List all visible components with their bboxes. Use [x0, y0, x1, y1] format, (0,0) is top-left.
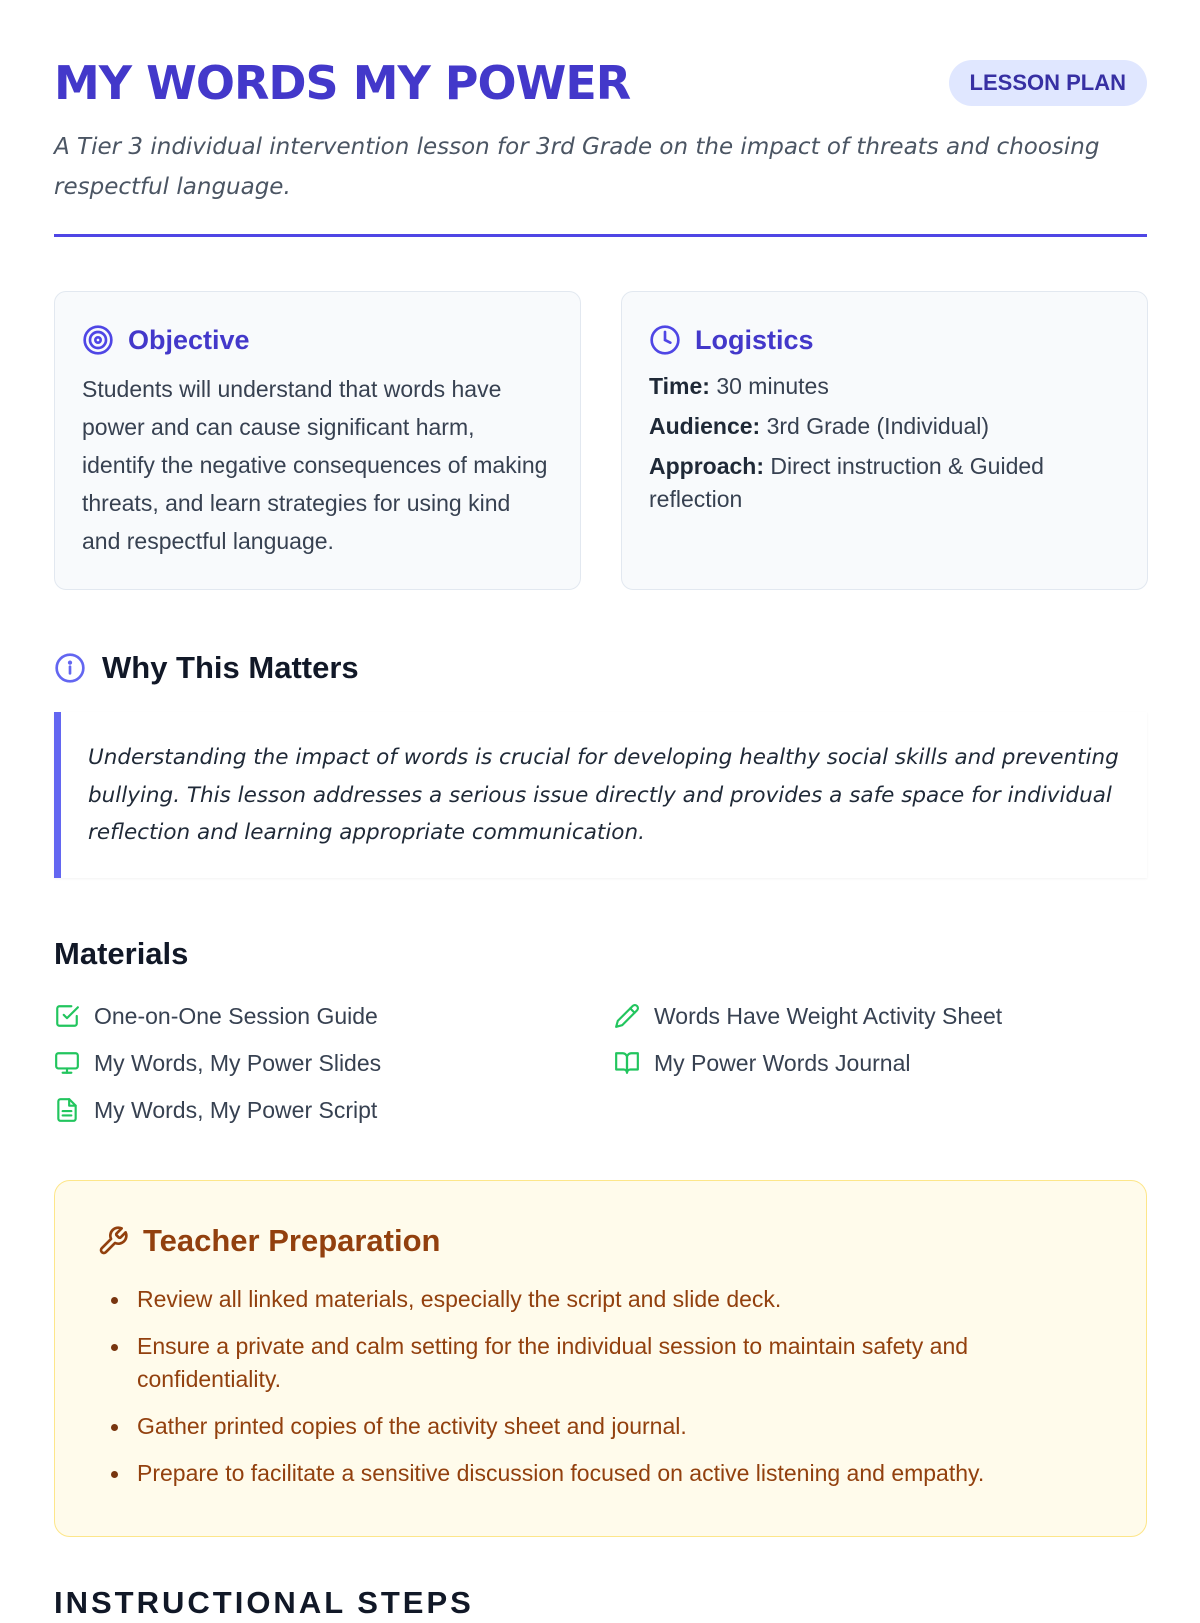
- material-item[interactable]: [54, 998, 378, 1034]
- objective-title: Objective: [128, 324, 250, 355]
- audience-label: Audience:: [649, 413, 761, 439]
- material-item[interactable]: [54, 1045, 381, 1081]
- logistics-time: [649, 370, 1120, 403]
- header-divider: [54, 234, 1147, 237]
- pencil-icon: [614, 1003, 640, 1029]
- document-icon: [54, 1097, 80, 1123]
- material-label: My Words, My Power Script: [94, 1096, 378, 1123]
- approach-value: Direct instruction & Guided reflection: [649, 453, 1044, 512]
- wrench-icon: [97, 1225, 129, 1257]
- why-title: Why This Matters: [102, 650, 359, 685]
- checkbox-icon: [54, 1003, 80, 1029]
- prep-title: Teacher Preparation: [143, 1223, 441, 1258]
- objective-text: Students will understand that words have power and can cause significant harm, identify the negative consequences of making threats, and learn strategies for using kind and respectful language.: [82, 376, 548, 554]
- material-label: My Power Words Journal: [654, 1049, 911, 1076]
- time-label: Time:: [649, 373, 710, 399]
- prep-item: Ensure a private and calm setting for the individual session to maintain safety and confidentiality.: [97, 1330, 1106, 1396]
- page-title: MY WORDS MY POWER: [54, 56, 631, 110]
- material-item[interactable]: [54, 1092, 377, 1128]
- book-icon: [614, 1050, 640, 1076]
- logistics-card: [621, 291, 1148, 590]
- material-item[interactable]: [614, 1045, 911, 1081]
- logistics-approach: [649, 450, 1120, 516]
- prep-heading: [97, 1221, 1106, 1261]
- objective-heading: [82, 322, 553, 358]
- logistics-audience: [649, 410, 1120, 443]
- lesson-plan-badge: LESSON PLAN: [949, 60, 1147, 106]
- page-subtitle: A Tier 3 individual intervention lesson for 3rd Grade on the impact of threats and choosing respectful language.: [54, 134, 1100, 200]
- prep-item: Gather printed copies of the activity sheet and journal.: [97, 1410, 1106, 1443]
- target-icon: [82, 324, 114, 356]
- prep-item: Prepare to facilitate a sensitive discussion focused on active listening and empathy.: [97, 1457, 1106, 1490]
- monitor-icon: [54, 1050, 80, 1076]
- material-label: Words Have Weight Activity Sheet: [654, 1002, 1003, 1029]
- prep-list: [97, 1283, 1106, 1490]
- clock-icon: [649, 324, 681, 356]
- material-label: My Words, My Power Slides: [94, 1049, 382, 1076]
- prep-item: Review all linked materials, especially the script and slide deck.: [97, 1283, 1106, 1316]
- instructional-steps-title: INSTRUCTIONAL STEPS: [54, 1585, 474, 1620]
- why-quote: Understanding the impact of words is crucial for developing healthy social skills and preventing bullying. This lesson addresses a serious issue directly and provides a safe space for individual reflection and learning appropriate communication.: [54, 712, 1147, 878]
- page-header: [54, 52, 1147, 114]
- material-label: One-on-One Session Guide: [94, 1002, 378, 1029]
- approach-label: Approach:: [649, 453, 764, 479]
- teacher-preparation-card: [54, 1180, 1147, 1537]
- material-item[interactable]: [614, 998, 1002, 1034]
- audience-value: 3rd Grade (Individual): [766, 413, 990, 439]
- objective-card: [54, 291, 581, 590]
- logistics-heading: [649, 322, 1120, 358]
- why-heading: [54, 648, 359, 688]
- time-value: 30 minutes: [716, 373, 829, 399]
- logistics-title: Logistics: [695, 324, 814, 355]
- info-icon: [54, 652, 86, 684]
- materials-title: Materials: [54, 936, 189, 971]
